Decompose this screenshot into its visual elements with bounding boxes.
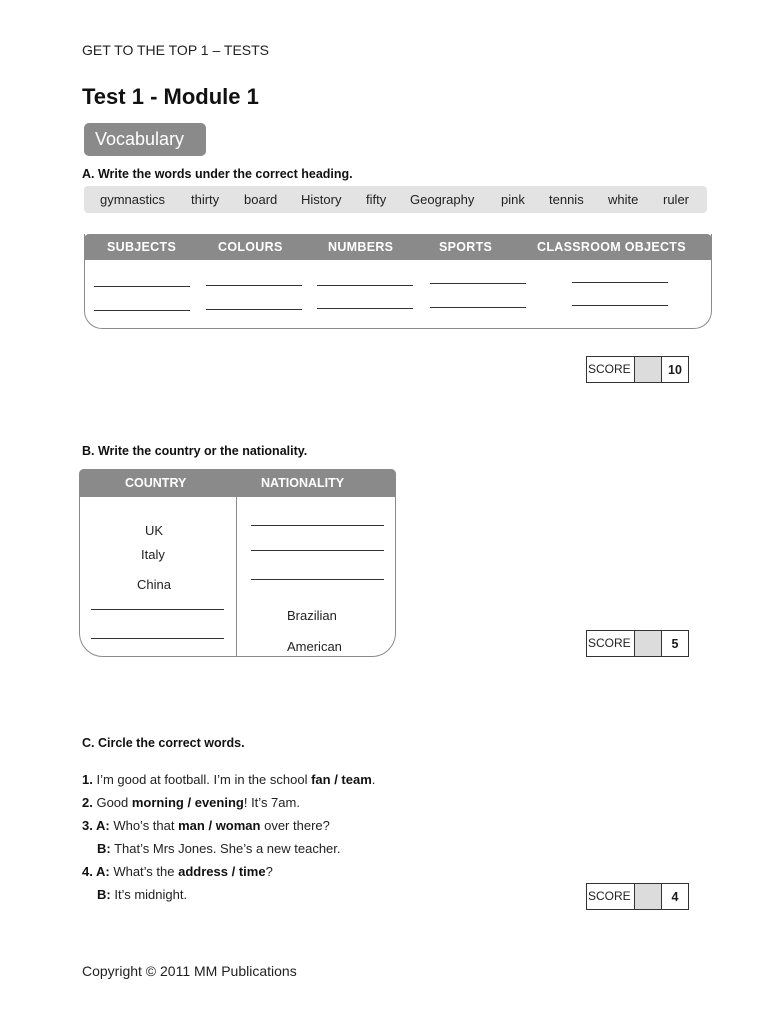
heading-classroom-objects: CLASSROOM OBJECTS xyxy=(537,240,686,254)
score-entry[interactable] xyxy=(635,631,662,656)
speaker-label: B: xyxy=(97,887,111,902)
word-bank-item: gymnastics xyxy=(100,192,166,207)
score-total: 4 xyxy=(671,890,679,904)
country-cell: Italy xyxy=(141,547,165,562)
sentence-text: What’s the xyxy=(109,864,179,879)
answer-line[interactable] xyxy=(317,308,413,309)
score-box-c xyxy=(586,883,689,910)
sentence-text: . xyxy=(371,772,376,787)
instruction-a: A. Write the words under the correct heading. xyxy=(82,167,353,181)
sentence-item xyxy=(82,864,273,879)
answer-line[interactable] xyxy=(251,550,384,551)
score-label: SCORE xyxy=(587,631,635,656)
column-divider xyxy=(236,497,237,656)
word-bank-item: thirty xyxy=(191,192,220,207)
sentence-item xyxy=(82,795,300,810)
heading-subjects: SUBJECTS xyxy=(107,240,177,254)
score-total: 5 xyxy=(671,637,679,651)
option-separator: / xyxy=(227,864,239,879)
sentence-item xyxy=(82,818,330,833)
nationality-cell: Brazilian xyxy=(287,608,337,623)
answer-line[interactable] xyxy=(91,638,224,639)
score-entry[interactable] xyxy=(635,884,662,909)
word-bank-item: fifty xyxy=(366,192,387,207)
item-number: 4. A: xyxy=(82,864,110,879)
nationality-cell: American xyxy=(287,639,342,654)
answer-line[interactable] xyxy=(94,286,190,287)
option-word[interactable]: team xyxy=(341,772,372,787)
option-word[interactable]: time xyxy=(238,864,266,879)
option-word[interactable]: woman xyxy=(215,818,261,833)
heading-colours: COLOURS xyxy=(218,240,283,254)
option-word[interactable]: evening xyxy=(194,795,244,810)
sentence-text: I’m good at football. I’m in the school xyxy=(92,772,312,787)
copyright-footer: Copyright © 2011 MM Publications xyxy=(82,963,297,979)
heading-country: COUNTRY xyxy=(125,476,187,490)
sentence-text: It’s midnight. xyxy=(110,887,188,902)
score-box-a xyxy=(586,356,689,383)
sentence-text: over there? xyxy=(260,818,330,833)
answer-line[interactable] xyxy=(251,579,384,580)
item-number: 2. xyxy=(82,795,93,810)
item-number: 3. A: xyxy=(82,818,110,833)
page-title: Test 1 - Module 1 xyxy=(82,84,259,109)
sentence-item xyxy=(97,887,187,902)
answer-line[interactable] xyxy=(572,282,668,283)
answer-line[interactable] xyxy=(206,309,302,310)
country-cell: UK xyxy=(145,523,164,538)
item-number: 1. xyxy=(82,772,93,787)
option-separator: / xyxy=(183,795,195,810)
sentence-text: Who’s that xyxy=(109,818,179,833)
word-bank-item: white xyxy=(608,192,639,207)
answer-line[interactable] xyxy=(317,285,413,286)
instruction-b: B. Write the country or the nationality. xyxy=(82,444,308,458)
instruction-c: C. Circle the correct words. xyxy=(82,736,245,750)
option-word[interactable]: morning xyxy=(131,795,184,810)
answer-line[interactable] xyxy=(572,305,668,306)
sentence-item xyxy=(82,772,375,787)
option-word[interactable]: fan xyxy=(311,772,331,787)
table-b-body xyxy=(79,469,396,657)
score-box-b xyxy=(586,630,689,657)
word-bank-item: History xyxy=(301,192,342,207)
score-entry[interactable] xyxy=(635,357,662,382)
answer-line[interactable] xyxy=(430,283,526,284)
score-label: SCORE xyxy=(587,357,635,382)
option-separator: / xyxy=(330,772,342,787)
country-cell: China xyxy=(137,577,171,592)
answer-line[interactable] xyxy=(430,307,526,308)
answer-line[interactable] xyxy=(206,285,302,286)
answer-line[interactable] xyxy=(251,525,384,526)
word-bank-item: Geography xyxy=(410,192,475,207)
option-word[interactable]: address xyxy=(178,864,228,879)
sentence-text: Good xyxy=(92,795,132,810)
word-bank-item: pink xyxy=(501,192,525,207)
speaker-label: B: xyxy=(97,841,111,856)
section-tab-vocabulary: Vocabulary xyxy=(84,123,206,156)
word-bank-item: ruler xyxy=(663,192,690,207)
answer-line[interactable] xyxy=(94,310,190,311)
running-header: GET TO THE TOP 1 – TESTS xyxy=(82,42,270,58)
sentence-text: ! It’s 7am. xyxy=(243,795,300,810)
sentence-text: That’s Mrs Jones. She’s a new teacher. xyxy=(110,841,341,856)
word-bank xyxy=(84,186,707,213)
word-bank-item: board xyxy=(244,192,278,207)
word-bank-item: tennis xyxy=(549,192,584,207)
answer-line[interactable] xyxy=(91,609,224,610)
option-separator: / xyxy=(204,818,216,833)
sentence-item xyxy=(97,841,341,856)
score-label: SCORE xyxy=(587,884,635,909)
heading-nationality: NATIONALITY xyxy=(261,476,345,490)
option-word[interactable]: man xyxy=(178,818,205,833)
sentence-text: ? xyxy=(265,864,273,879)
score-total: 10 xyxy=(668,363,682,377)
heading-numbers: NUMBERS xyxy=(328,240,394,254)
heading-sports: SPORTS xyxy=(439,240,493,254)
